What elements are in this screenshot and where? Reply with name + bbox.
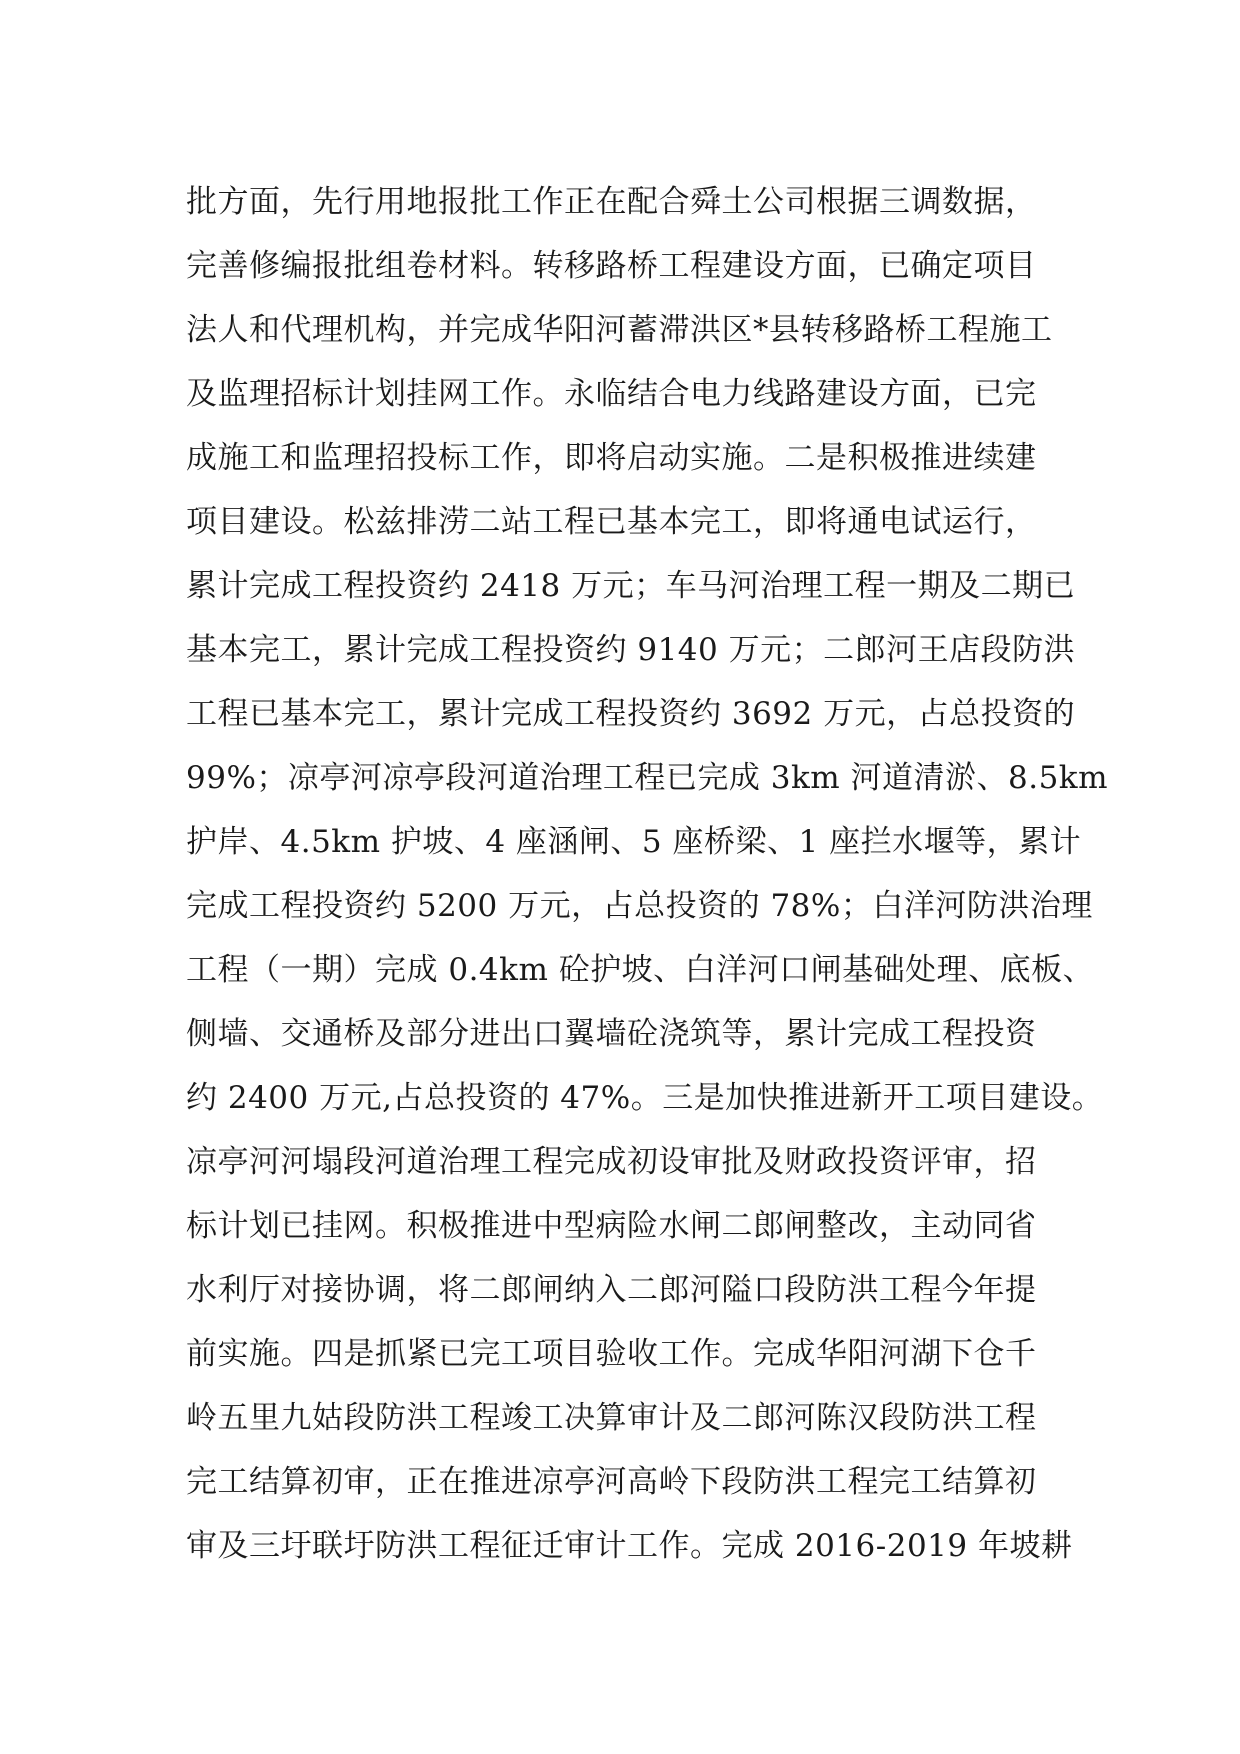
text-line: 标计划已挂网。积极推进中型病险水闸二郎闸整改，主动同省 — [186, 1208, 1037, 1244]
text-line: 审及三圩联圩防洪工程征迁审计工作。完成 2016-2019 年坡耕 — [186, 1528, 1073, 1564]
text-line: 约 2400 万元,占总投资的 47%。三是加快推进新开工项目建设。 — [186, 1080, 1104, 1116]
text-line: 前实施。四是抓紧已完工项目验收工作。完成华阳河湖下仓千 — [186, 1336, 1037, 1372]
text-line: 批方面，先行用地报批工作正在配合舜土公司根据三调数据， — [186, 184, 1037, 220]
text-line: 项目建设。松兹排涝二站工程已基本完工，即将通电试运行， — [186, 504, 1037, 540]
text-line: 水利厅对接协调，将二郎闸纳入二郎河隘口段防洪工程今年提 — [186, 1272, 1037, 1308]
text-line: 成施工和监理招投标工作，即将启动实施。二是积极推进续建 — [186, 440, 1037, 476]
text-line: 岭五里九姑段防洪工程竣工决算审计及二郎河陈汉段防洪工程 — [186, 1400, 1037, 1436]
text-line: 基本完工，累计完成工程投资约 9140 万元；二郎河王店段防洪 — [186, 632, 1076, 668]
text-line: 侧墙、交通桥及部分进出口翼墙砼浇筑等，累计完成工程投资 — [186, 1016, 1037, 1052]
text-line: 完工结算初审，正在推进凉亭河高岭下段防洪工程完工结算初 — [186, 1464, 1037, 1500]
text-line: 凉亭河河塌段河道治理工程完成初设审批及财政投资评审，招 — [186, 1144, 1037, 1180]
text-line: 完善修编报批组卷材料。转移路桥工程建设方面，已确定项目 — [186, 248, 1037, 284]
text-line: 完成工程投资约 5200 万元，占总投资的 78%；白洋河防洪治理 — [186, 888, 1093, 924]
body-paragraph — [186, 170, 1108, 1578]
text-line: 工程已基本完工，累计完成工程投资约 3692 万元，占总投资的 — [186, 696, 1076, 732]
text-line: 工程（一期）完成 0.4km 砼护坡、白洋河口闸基础处理、底板、 — [186, 952, 1095, 988]
text-line: 及监理招标计划挂网工作。永临结合电力线路建设方面，已完 — [186, 376, 1037, 412]
text-line: 累计完成工程投资约 2418 万元；车马河治理工程一期及二期已 — [186, 568, 1076, 604]
text-line: 99%；凉亭河凉亭段河道治理工程已完成 3km 河道清淤、8.5km — [186, 760, 1108, 796]
text-line: 法人和代理机构，并完成华阳河蓄滞洪区*县转移路桥工程施工 — [186, 312, 1053, 348]
text-line: 护岸、4.5km 护坡、4 座涵闸、5 座桥梁、1 座拦水堰等，累计 — [186, 824, 1082, 860]
